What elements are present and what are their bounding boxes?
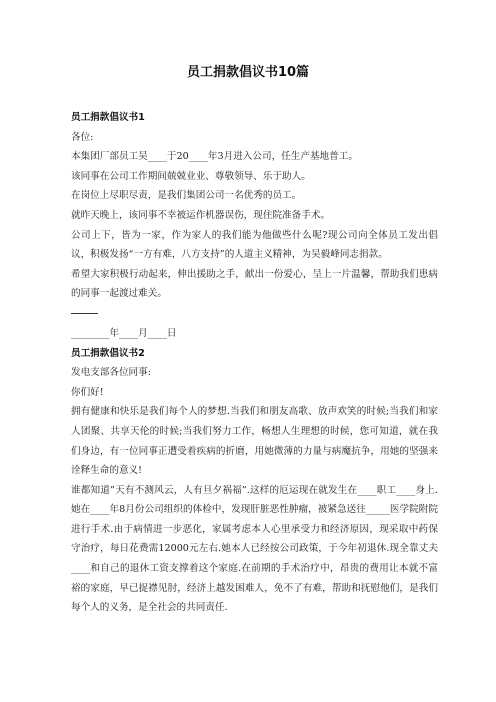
signature-line [71,304,98,314]
section1-salutation: 各位: [71,131,94,143]
section1-date-line: ________年____月____日 [71,327,177,339]
document-body [62,108,438,618]
section2-greeting: 你们好! [71,386,104,398]
document-title: 员工捐款倡议书10篇 [186,65,310,80]
section1-paragraph-1: 本集团厂部员工吴____于20____年3月进入公司，任生产基地普工。 [71,151,358,163]
section1-paragraph-5: 公司上下，皆为一家，作为家人的我们能为他做些什么呢?现公司向全体员工发出倡议，积极发扬“一方有难，八方支持”的人道主义精神，为吴毅峰同志捐款。 [71,229,438,261]
section1-paragraph-2: 该同事在公司工作期间兢兢业业、尊敬领导、乐于助人。 [71,170,311,182]
section1-paragraph-6: 希望大家积极行动起来，伸出援助之手，献出一份爱心，呈上一片温馨，帮助我们患病的同事一起渡过难关。 [71,268,438,300]
section2-paragraph-1: 拥有健康和快乐是我们每个人的梦想.当我们和朋友高歌、放声欢笑的时候;当我们和家人团聚、共享天伦的时候;当我们努力工作，畅想人生理想的时候，您可知道，就在我们身边，有一位同事正遭受着疾病的折磨，用她微薄的力量与病魔抗争，用她的坚强来诠释生命的意义! [71,406,438,477]
section2-salutation: 发电支部各位同事: [71,367,151,379]
section1-heading: 员工捐款倡议书1 [71,112,145,123]
section1-paragraph-4: 就昨天晚上，该同事不幸被运作机器误伤，现住院准备手术。 [71,209,331,221]
section2-heading: 员工捐款倡议书2 [71,347,145,359]
section1-paragraph-3: 在岗位上尽职尽责，是我们集团公司一名优秀的员工。 [71,190,302,202]
section2-paragraph-2: 谁都知道”天有不测风云，人有旦夕祸福”.这样的厄运现在就发生在____职工____身上.她在____年8月份公司组织的体检中，发现肝脏恶性肿瘤，被紧急送往_____医学院附院进行手术.由于病情进一步恶化，家属考虑本人心里承受力和经济原因，现采取中药保守治疗，每日花费需12000元左右.她本人已经按公司政策，于今年初退休.现全靠丈夫____和自己的退休工资支撑着这个家庭.在前期的手术治疗中，昂贵的费用让本就不富裕的家庭，早已捉襟见肘，经济上越发困难人，免不了有难，帮助和抚慰他们，是我们每个人的义务，是全社会的共同责任. [71,484,438,614]
